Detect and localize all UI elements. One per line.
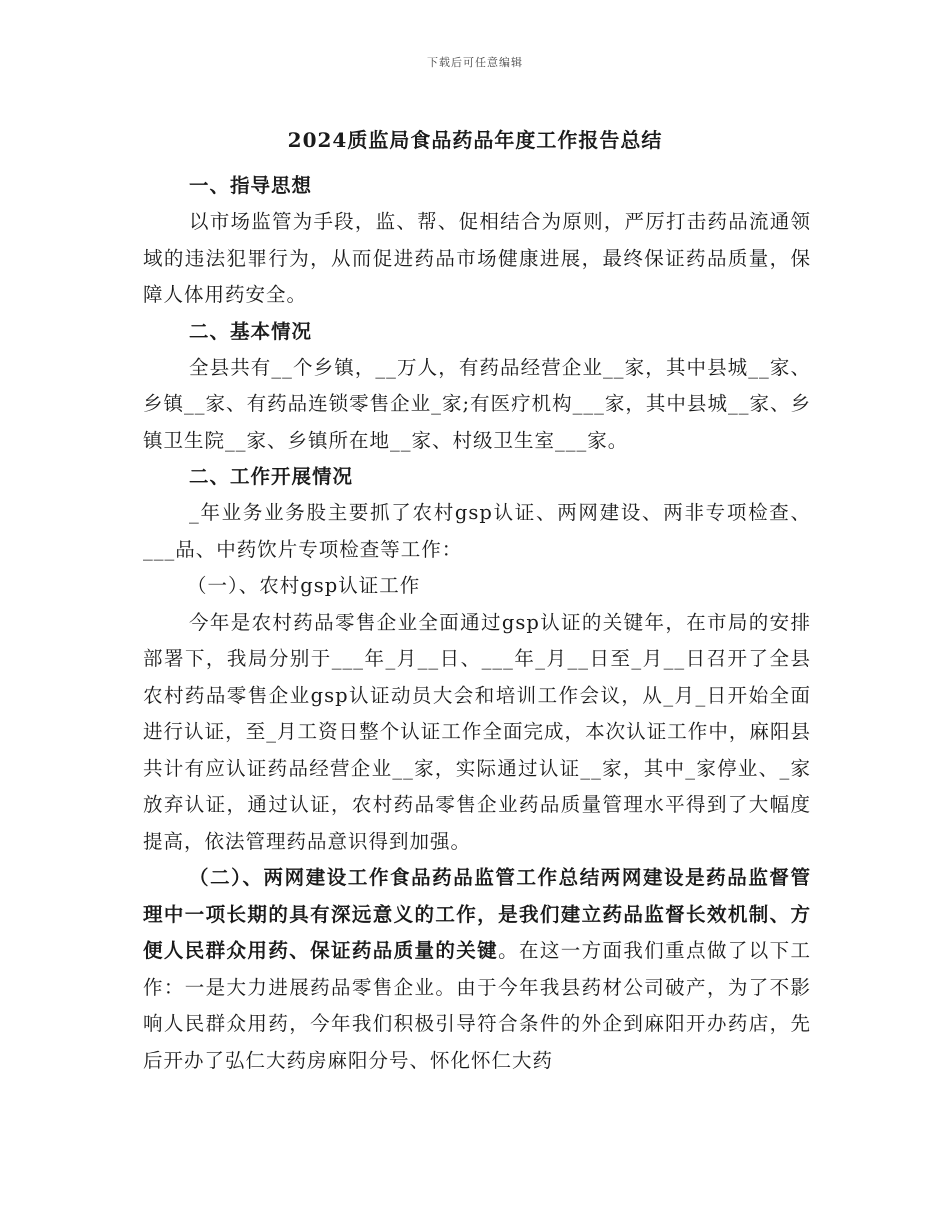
header-note: 下载后可任意编辑: [427, 56, 523, 69]
document-body: [143, 168, 811, 1079]
document-title: 2024质监局食品药品年度工作报告总结: [287, 128, 663, 152]
subsection-heading-gsp-certification: （一）、农村gsp认证工作: [187, 574, 421, 597]
two-networks-body-text: 。在这一方面我们重点做了以下工作：一是大力进展药品零售企业。由于今年我县药材公司破产，为了不影响人民群众用药，今年我们积极引导符合条件的外企到麻阳开办药店，先后开办了弘仁大药房麻阳分号、怀化怀仁大药: [143, 939, 811, 1072]
section-heading-guiding-ideology: 一、指导思想: [189, 174, 313, 197]
section-heading-basic-situation: 二、基本情况: [189, 319, 313, 343]
section-paragraph-basic-situation: 全县共有__个乡镇，__万人，有药品经营企业__家，其中县城__家、乡镇__家、有药品连锁零售企业_家;有医疗机构___家，其中县城__家、乡镇卫生院__家、乡镇所在地__家、村级卫生室___家。: [143, 355, 811, 452]
two-networks-bold-lead: （二）、两网建设工作食品药品监管工作总结两网建设是药品监督管理中一项长期的具有深远意义的工作，是我们建立药品监督长效机制、方便人民群众用药、保证药品质量的关键: [143, 866, 811, 962]
subsection-paragraph-two-networks: [143, 860, 811, 1079]
subsection-paragraph-gsp-certification: 今年是农村药品零售企业全面通过gsp认证的关键年，在市局的安排部署下，我局分别于___年_月__日、___年_月__日至_月__日召开了全县农村药品零售企业gsp认证动员大会和培训工作会议，从_月_日开始全面进行认证，至_月工资日整个认证工作全面完成，本次认证工作中，麻阳县共计有应认证药品经营企业__家，实际通过认证__家，其中_家停业、_家放弃认证，通过认证，农村药品零售企业药品质量管理水平得到了大幅度提高，依法管理药品意识得到加强。: [143, 610, 811, 853]
section-paragraph-guiding-ideology: 以市场监管为手段，监、帮、促相结合为原则，严厉打击药品流通领域的违法犯罪行为，从而促进药品市场健康进展，最终保证药品质量，保障人体用药安全。: [143, 210, 811, 306]
section-paragraph-work-progress: _年业务业务股主要抓了农村gsp认证、两网建设、两非专项检查、___品、中药饮片专项检查等工作：: [143, 501, 811, 561]
section-heading-work-progress: 二、工作开展情况: [189, 465, 354, 488]
